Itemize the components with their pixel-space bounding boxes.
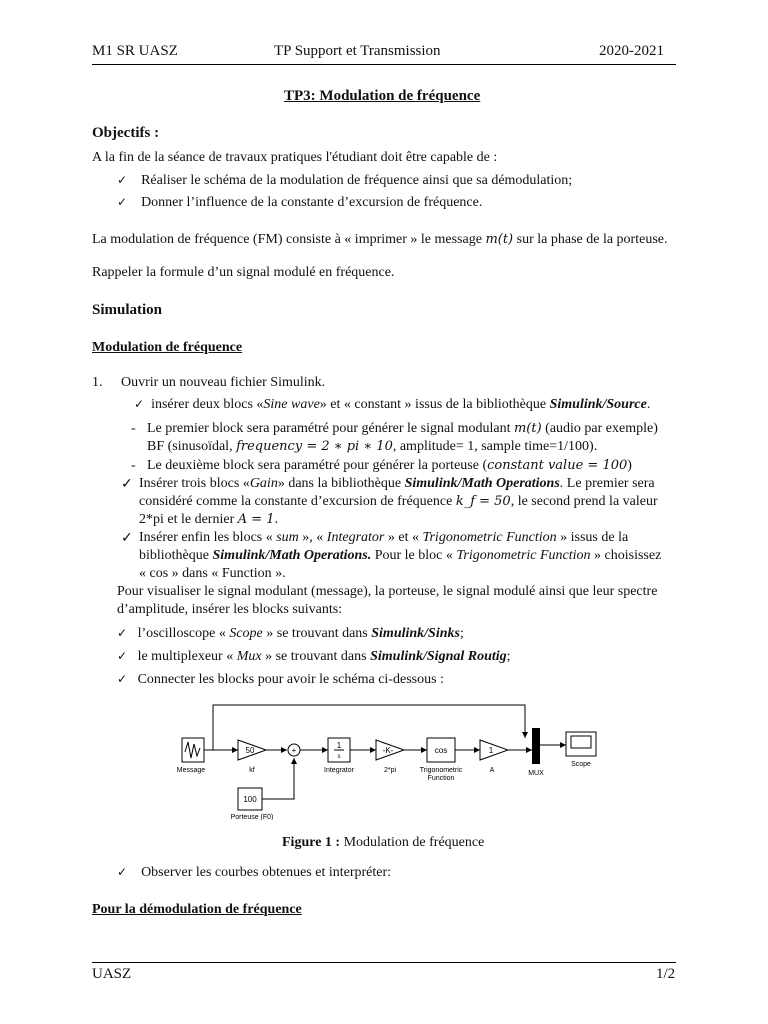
d1-l2-math: frequency = 2 ∗ pi ∗ 10 (236, 439, 393, 454)
b1-text-3: . (646, 397, 651, 412)
porteuse-label: Porteuse (F0) (230, 814, 274, 820)
dash-icon: - (131, 458, 136, 473)
b3-text: Insérer enfin les blocs « (139, 530, 277, 545)
check-icon: ✓ (117, 865, 128, 879)
objectifs-intro: A la fin de la séance de travaux pratiques l'étudiant doit être capable de : (92, 150, 498, 165)
b2-text-3: . Le premier sera (559, 476, 655, 491)
header-left: M1 SR UASZ (92, 43, 178, 59)
d2-text-2: ) (627, 458, 632, 473)
rappel-text: Rappeler la formule d’un signal modulé en fréquence. (92, 265, 395, 280)
check-icon: ✓ (134, 397, 145, 411)
b4-text-3: ; (459, 626, 464, 641)
const-value: 100 (243, 795, 257, 804)
b4-text: l’oscilloscope « (137, 626, 230, 641)
b2-l3-text: 2*pi et le dernier (139, 512, 238, 527)
sum-plus-icon: + (291, 746, 297, 755)
objectif-item-2 (117, 195, 482, 211)
d2-math: constant value = 100 (487, 458, 628, 473)
b3-italic-3: Trigonometric Function (422, 530, 557, 545)
d1-math: m(t) (513, 421, 542, 436)
check-icon: ✓ (117, 173, 128, 187)
check-icon: ✓ (117, 649, 128, 663)
figure-caption-label: Figure 1 : (282, 835, 341, 850)
b3-line3: « cos » dans « Function ». (139, 566, 286, 581)
gain3-value: 1 (488, 746, 494, 755)
int-num: 1 (336, 741, 342, 750)
d1-text-2: (audio par exemple) (541, 421, 658, 436)
d1-l2-text-2: , amplitude= 1, sample time=1/100). (392, 439, 598, 454)
b5-text-3: ; (506, 649, 511, 664)
b4-italic: Scope (229, 626, 263, 641)
check-icon: ✓ (121, 477, 133, 492)
bullet-scope (117, 626, 464, 642)
b4-text-2: » se trouvant dans (262, 626, 372, 641)
b2-italic: Gain (249, 476, 278, 491)
check-icon: ✓ (117, 672, 128, 686)
b7-text: Observer les courbes obtenues et interpréter: (141, 865, 392, 880)
b3-italic-1: sum (276, 530, 299, 545)
b5-bold: Simulink/Signal Routig (370, 649, 507, 664)
b5-italic: Mux (236, 649, 262, 664)
b1-text-2: » et « constant » issus de la bibliothèque (319, 397, 550, 412)
b2-line3 (139, 512, 278, 528)
b2-l2-text-2: , le second prend la valeur (510, 494, 658, 509)
d2-text: Le deuxième block sera paramétré pour générer la porteuse ( (147, 458, 488, 473)
d1-text: Le premier block sera paramétré pour générer le signal modulant (147, 421, 514, 436)
step1-number: 1. (92, 375, 103, 390)
footer-left: UASZ (92, 966, 132, 982)
scope-label: Scope (571, 761, 591, 768)
b3-l2-italic: Trigonometric Function (456, 548, 591, 563)
b3-l2-text-2: Pour le bloc « (371, 548, 457, 563)
section-demodulation-heading: Pour la démodulation de fréquence (92, 902, 302, 917)
b2-l3-math: A = 1 (237, 512, 275, 527)
dash1-line2 (147, 439, 597, 455)
section-modulation-heading: Modulation de fréquence (92, 340, 243, 355)
b3-text-4: » issus de la (556, 530, 629, 545)
b3-line1 (139, 530, 628, 546)
mux-block (532, 728, 540, 764)
b3-l2-bold: Simulink/Math Operations. (212, 548, 372, 563)
dash2-line (147, 458, 632, 474)
visualiser-line1: Pour visualiser le signal modulant (message), la porteuse, le signal modulé ainsi que leur spectre (117, 584, 658, 599)
figure-caption-text: Modulation de fréquence (340, 835, 485, 850)
objectif-text-2: Donner l’influence de la constante d’excursion de fréquence. (141, 195, 483, 210)
gain2-value: -K- (382, 746, 394, 755)
b5-text-2: » se trouvant dans (261, 649, 371, 664)
dash1-line1 (147, 421, 658, 437)
fm-def-math: m(t) (485, 232, 514, 247)
header-center: TP Support et Transmission (274, 43, 441, 59)
d1-l2-text: BF (sinusoïdal, (147, 439, 237, 454)
b2-l3-text-2: . (274, 512, 279, 527)
header-right: 2020-2021 (599, 43, 664, 59)
b2-text: Insérer trois blocs « (139, 476, 250, 491)
bullet-observe (117, 865, 391, 881)
b4-bold: Simulink/Sinks (371, 626, 460, 641)
bullet-mux (117, 649, 511, 665)
integrator-label: Integrator (324, 767, 354, 774)
visualiser-line2: d’amplitude, insérer les blocks suivants: (117, 602, 343, 617)
wire-const-sum (262, 758, 294, 799)
b2-line2 (139, 494, 658, 510)
b1-bold: Simulink/Source (549, 397, 647, 412)
gain-a-block (480, 740, 508, 760)
b5-text: le multiplexeur « (137, 649, 237, 664)
fm-def-text-end: sur la phase de la porteuse. (513, 232, 668, 247)
footer-rule (92, 962, 676, 963)
b2-l2-text: considéré comme la constante d’excursion de fréquence (139, 494, 456, 509)
bullet-connect (117, 672, 444, 688)
objectif-text-1: Réaliser le schéma de la modulation de fréquence ainsi que sa démodulation; (141, 173, 573, 188)
b2-line1 (139, 476, 655, 492)
bullet-sine-wave (134, 397, 650, 413)
check-icon: ✓ (121, 531, 133, 546)
trig-label-2: Function (427, 775, 455, 782)
b3-l2-text: bibliothèque (139, 548, 213, 563)
cos-label: cos (434, 746, 448, 755)
page-title: TP3: Modulation de fréquence (284, 88, 481, 104)
b3-text-3: » et « (384, 530, 423, 545)
check-icon: ✓ (117, 195, 128, 209)
message-label: Message (176, 767, 206, 774)
feedback-line-1 (213, 705, 525, 750)
simulink-diagram (170, 700, 610, 820)
b3-italic-2: Integrator (326, 530, 385, 545)
b3-line2 (139, 548, 661, 564)
simulation-heading: Simulation (92, 302, 163, 318)
b6-text: Connecter les blocks pour avoir le schéma ci-dessous : (137, 672, 444, 687)
kf-label: kf (249, 767, 255, 774)
step1-text: Ouvrir un nouveau fichier Simulink. (121, 375, 326, 390)
b2-l2-math: k_f = 50 (455, 494, 511, 509)
check-icon: ✓ (117, 626, 128, 640)
figure-caption (282, 835, 484, 851)
b1-italic: Sine wave (263, 397, 320, 412)
b3-text-2: », « (298, 530, 327, 545)
fm-definition (92, 232, 667, 248)
a-label: A (489, 767, 495, 774)
gain1-value: 50 (245, 746, 255, 755)
footer-right: 1/2 (656, 966, 676, 982)
int-den: s (337, 754, 341, 760)
b2-bold: Simulink/Math Operations (404, 476, 560, 491)
b1-text: insérer deux blocs « (151, 397, 264, 412)
header-rule (92, 64, 676, 65)
trig-label-1: Trigonometric (419, 767, 463, 774)
twopi-label: 2*pi (383, 767, 397, 774)
mux-label: MUX (528, 770, 544, 777)
objectifs-heading: Objectifs : (92, 125, 160, 141)
scope-screen-icon (571, 736, 591, 748)
objectif-item-1 (117, 173, 572, 189)
b2-text-2: » dans la bibliothèque (277, 476, 405, 491)
b3-l2-text-3: » choisissez (590, 548, 662, 563)
dash-icon: - (131, 421, 136, 436)
fm-def-text: La modulation de fréquence (FM) consiste à « imprimer » le message (92, 232, 486, 247)
